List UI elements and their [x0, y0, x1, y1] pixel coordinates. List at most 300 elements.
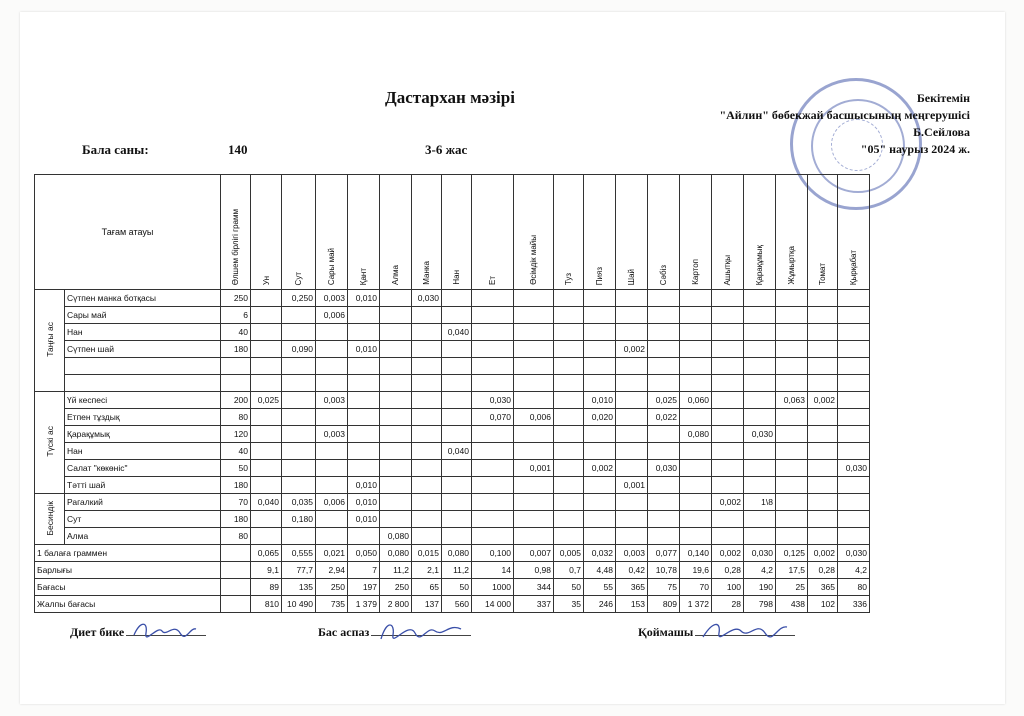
table-cell: 0,065: [251, 545, 282, 562]
table-cell: 102: [808, 596, 838, 613]
table-cell: 2 800: [380, 596, 412, 613]
table-cell: [380, 341, 412, 358]
table-cell: [808, 307, 838, 324]
table-row: [35, 358, 870, 375]
table-cell: 246: [584, 596, 616, 613]
table-cell: [554, 307, 584, 324]
table-cell: [282, 528, 316, 545]
table-cell: 4,2: [838, 562, 870, 579]
table-cell: [584, 494, 616, 511]
table-cell: [744, 375, 776, 392]
page-title: Дастархан мәзірі: [385, 88, 515, 107]
table-cell: [776, 443, 808, 460]
column-header: Алма: [380, 175, 412, 290]
table-cell: [712, 290, 744, 307]
table-cell: 153: [616, 596, 648, 613]
table-cell: [648, 443, 680, 460]
column-header-dish: Тағам атауы: [35, 175, 221, 290]
table-cell: [514, 494, 554, 511]
table-cell: [680, 511, 712, 528]
table-cell: 4,2: [744, 562, 776, 579]
table-cell: [282, 409, 316, 426]
table-cell: 0,040: [442, 324, 472, 341]
table-cell: 0,180: [282, 511, 316, 528]
table-cell: [838, 341, 870, 358]
table-cell: [472, 494, 514, 511]
table-cell: 0,007: [514, 545, 554, 562]
table-cell: [514, 375, 554, 392]
table-cell: [554, 460, 584, 477]
table-cell: 80: [221, 409, 251, 426]
table-cell: [584, 290, 616, 307]
column-header: Қант: [348, 175, 380, 290]
dish-name: Сут: [65, 511, 221, 528]
table-cell: 10,78: [648, 562, 680, 579]
table-cell: 50: [442, 579, 472, 596]
table-cell: [514, 392, 554, 409]
table-cell: 40: [221, 324, 251, 341]
table-cell: [514, 477, 554, 494]
table-cell: 0,030: [472, 392, 514, 409]
table-cell: 0,030: [648, 460, 680, 477]
age-group: 3-6 жас: [425, 142, 468, 157]
table-cell: [348, 358, 380, 375]
meal-section-label: Таңғы ас: [35, 290, 65, 392]
table-cell: [380, 375, 412, 392]
totals-label: Барлығы: [35, 562, 221, 579]
table-cell: [808, 290, 838, 307]
table-cell: 180: [221, 341, 251, 358]
table-cell: [442, 307, 472, 324]
dish-name: Салат "көкөніс": [65, 460, 221, 477]
column-header: Сәбіз: [648, 175, 680, 290]
table-cell: 0,022: [648, 409, 680, 426]
table-row: [35, 443, 870, 460]
table-cell: [251, 528, 282, 545]
table-cell: [554, 375, 584, 392]
table-cell: [554, 528, 584, 545]
table-cell: 1\8: [744, 494, 776, 511]
table-cell: 80: [838, 579, 870, 596]
table-cell: 135: [282, 579, 316, 596]
table-cell: 180: [221, 477, 251, 494]
dish-name: Үй кеспесі: [65, 392, 221, 409]
table-row: [35, 494, 870, 511]
dish-name: Сүтпен шай: [65, 341, 221, 358]
table-cell: 250: [316, 579, 348, 596]
approval-position: "Айлин" бөбекжай басшысының меңгерушісі: [719, 108, 970, 122]
table-cell: [680, 324, 712, 341]
table-cell: [380, 290, 412, 307]
table-cell: 35: [554, 596, 584, 613]
signature-scribble: [375, 619, 465, 645]
table-cell: [282, 443, 316, 460]
dish-name: Нан: [65, 324, 221, 341]
table-cell: [712, 324, 744, 341]
table-cell: [348, 392, 380, 409]
table-cell: [348, 460, 380, 477]
table-cell: [472, 358, 514, 375]
table-cell: [554, 290, 584, 307]
table-cell: [584, 426, 616, 443]
table-cell: [584, 358, 616, 375]
table-cell: 1 379: [348, 596, 380, 613]
table-cell: 0,006: [514, 409, 554, 426]
dish-name: Сары май: [65, 307, 221, 324]
table-cell: [514, 290, 554, 307]
table-cell: 190: [744, 579, 776, 596]
menu-table: [34, 174, 870, 613]
table-cell: [838, 358, 870, 375]
column-header: Сут: [282, 175, 316, 290]
totals-row: [35, 562, 870, 579]
table-cell: [348, 409, 380, 426]
table-cell: [442, 341, 472, 358]
table-cell: 70: [221, 494, 251, 511]
table-cell: 0,060: [680, 392, 712, 409]
table-cell: [514, 443, 554, 460]
table-cell: 14 000: [472, 596, 514, 613]
table-cell: [680, 307, 712, 324]
table-cell: [648, 375, 680, 392]
table-cell: 0,003: [316, 426, 348, 443]
table-cell: [412, 341, 442, 358]
table-cell: [616, 409, 648, 426]
table-cell: [776, 307, 808, 324]
approval-title: Бекітемін: [916, 91, 970, 105]
table-cell: [554, 426, 584, 443]
table-cell: 0,080: [380, 545, 412, 562]
table-cell: 336: [838, 596, 870, 613]
table-cell: [472, 426, 514, 443]
table-cell: [221, 579, 251, 596]
table-cell: [838, 324, 870, 341]
table-cell: 0,002: [616, 341, 648, 358]
table-cell: [838, 443, 870, 460]
table-cell: [808, 375, 838, 392]
table-cell: 0,002: [584, 460, 616, 477]
table-cell: [744, 324, 776, 341]
table-cell: 25: [776, 579, 808, 596]
table-cell: [251, 307, 282, 324]
table-cell: [442, 290, 472, 307]
table-cell: [472, 341, 514, 358]
table-cell: 798: [744, 596, 776, 613]
table-cell: [514, 307, 554, 324]
table-cell: [744, 409, 776, 426]
table-row: [35, 375, 870, 392]
table-cell: 11,2: [442, 562, 472, 579]
table-cell: [838, 494, 870, 511]
table-cell: [712, 511, 744, 528]
table-row: [35, 341, 870, 358]
table-cell: [412, 426, 442, 443]
table-cell: [316, 528, 348, 545]
table-cell: [680, 494, 712, 511]
table-cell: [648, 511, 680, 528]
column-header: Ун: [251, 175, 282, 290]
column-header: Картоп: [680, 175, 712, 290]
table-cell: [680, 477, 712, 494]
table-cell: [380, 443, 412, 460]
table-cell: [776, 477, 808, 494]
table-cell: 0,040: [251, 494, 282, 511]
table-cell: [648, 358, 680, 375]
dish-name: [65, 358, 221, 375]
dish-name: Сүтпен манка ботқасы: [65, 290, 221, 307]
table-cell: [838, 511, 870, 528]
table-cell: 17,5: [776, 562, 808, 579]
table-cell: [744, 460, 776, 477]
column-header: Жұмыртқа: [776, 175, 808, 290]
table-cell: 75: [648, 579, 680, 596]
table-cell: [776, 341, 808, 358]
approval-name: Б.Сейлова: [913, 125, 970, 139]
table-cell: [412, 375, 442, 392]
table-row: [35, 392, 870, 409]
table-cell: [221, 545, 251, 562]
table-cell: 55: [584, 579, 616, 596]
table-cell: 19,6: [680, 562, 712, 579]
table-cell: [442, 409, 472, 426]
table-cell: 50: [554, 579, 584, 596]
table-cell: [251, 443, 282, 460]
table-cell: [648, 290, 680, 307]
table-cell: 80: [221, 528, 251, 545]
table-cell: 120: [221, 426, 251, 443]
table-cell: [838, 290, 870, 307]
table-cell: 809: [648, 596, 680, 613]
table-cell: [316, 341, 348, 358]
table-cell: [584, 443, 616, 460]
table-cell: 810: [251, 596, 282, 613]
table-cell: 0,002: [808, 545, 838, 562]
table-cell: 365: [808, 579, 838, 596]
table-cell: [838, 375, 870, 392]
table-cell: 0,080: [442, 545, 472, 562]
table-cell: [348, 443, 380, 460]
table-cell: [808, 324, 838, 341]
table-cell: [808, 477, 838, 494]
table-cell: [514, 341, 554, 358]
table-cell: [251, 375, 282, 392]
table-cell: [680, 290, 712, 307]
table-cell: [251, 511, 282, 528]
column-header: Нан: [442, 175, 472, 290]
table-row: [35, 511, 870, 528]
table-row: [35, 409, 870, 426]
table-cell: 0,555: [282, 545, 316, 562]
totals-row: [35, 579, 870, 596]
table-cell: 0,025: [648, 392, 680, 409]
table-cell: [514, 324, 554, 341]
table-cell: 6: [221, 307, 251, 324]
table-cell: [776, 426, 808, 443]
table-cell: 337: [514, 596, 554, 613]
table-cell: [616, 290, 648, 307]
approval-date: "05" наурыз 2024 ж.: [860, 142, 970, 156]
table-cell: [514, 511, 554, 528]
table-cell: [554, 324, 584, 341]
table-row: [35, 290, 870, 307]
table-cell: [616, 511, 648, 528]
table-cell: [221, 596, 251, 613]
table-cell: 0,021: [316, 545, 348, 562]
table-cell: [744, 341, 776, 358]
table-row: [35, 426, 870, 443]
table-row: [35, 324, 870, 341]
table-cell: [221, 562, 251, 579]
signature-scribble: [699, 619, 789, 643]
table-cell: 0,7: [554, 562, 584, 579]
table-cell: [282, 460, 316, 477]
table-cell: 0,010: [348, 341, 380, 358]
table-cell: [412, 358, 442, 375]
table-cell: [412, 324, 442, 341]
table-cell: [680, 375, 712, 392]
table-cell: [776, 494, 808, 511]
table-cell: [282, 392, 316, 409]
table-cell: 28: [712, 596, 744, 613]
table-cell: [348, 375, 380, 392]
table-cell: [442, 494, 472, 511]
table-cell: [316, 443, 348, 460]
table-cell: 0,030: [838, 460, 870, 477]
table-cell: 0,125: [776, 545, 808, 562]
table-cell: [838, 528, 870, 545]
table-cell: [472, 324, 514, 341]
table-cell: [442, 511, 472, 528]
table-cell: [808, 528, 838, 545]
table-cell: 0,030: [744, 545, 776, 562]
column-header: Шай: [616, 175, 648, 290]
table-cell: [380, 460, 412, 477]
table-cell: [712, 307, 744, 324]
table-cell: [776, 460, 808, 477]
table-cell: [316, 324, 348, 341]
table-cell: 0,98: [514, 562, 554, 579]
meal-section-label: Түскі ас: [35, 392, 65, 494]
dish-name: [65, 375, 221, 392]
table-cell: [776, 409, 808, 426]
cook-label: Бас аспаз: [318, 625, 370, 639]
table-cell: [584, 375, 616, 392]
table-cell: 65: [412, 579, 442, 596]
table-cell: [282, 375, 316, 392]
table-cell: [616, 392, 648, 409]
table-cell: [744, 443, 776, 460]
table-cell: [616, 307, 648, 324]
table-cell: [348, 528, 380, 545]
table-cell: [251, 477, 282, 494]
table-cell: [472, 443, 514, 460]
table-cell: [712, 460, 744, 477]
table-cell: 0,001: [514, 460, 554, 477]
table-cell: 2,1: [412, 562, 442, 579]
table-cell: 0,077: [648, 545, 680, 562]
table-cell: [712, 443, 744, 460]
table-cell: 11,2: [380, 562, 412, 579]
table-cell: [616, 494, 648, 511]
table-cell: [514, 358, 554, 375]
table-cell: 0,070: [472, 409, 514, 426]
table-cell: [648, 307, 680, 324]
table-cell: [554, 494, 584, 511]
table-cell: 40: [221, 443, 251, 460]
table-cell: [808, 460, 838, 477]
table-cell: 0,020: [584, 409, 616, 426]
table-cell: [514, 426, 554, 443]
table-cell: [554, 477, 584, 494]
table-cell: [584, 324, 616, 341]
totals-label: Бағасы: [35, 579, 221, 596]
table-row: [35, 528, 870, 545]
table-cell: 0,006: [316, 494, 348, 511]
table-cell: [838, 392, 870, 409]
table-cell: [712, 409, 744, 426]
table-cell: 0,035: [282, 494, 316, 511]
table-cell: [680, 409, 712, 426]
table-cell: [680, 443, 712, 460]
dish-name: Нан: [65, 443, 221, 460]
table-cell: [282, 358, 316, 375]
table-cell: [808, 494, 838, 511]
table-cell: 4,48: [584, 562, 616, 579]
table-cell: 0,010: [348, 511, 380, 528]
table-cell: [744, 528, 776, 545]
table-cell: [442, 392, 472, 409]
table-cell: [616, 375, 648, 392]
table-cell: [712, 392, 744, 409]
table-cell: [316, 511, 348, 528]
column-header: Томат: [808, 175, 838, 290]
table-cell: [442, 375, 472, 392]
table-cell: [648, 477, 680, 494]
table-cell: [584, 341, 616, 358]
table-cell: [808, 443, 838, 460]
table-cell: 0,010: [348, 290, 380, 307]
table-cell: [412, 511, 442, 528]
table-cell: 197: [348, 579, 380, 596]
table-cell: [712, 341, 744, 358]
table-cell: [808, 511, 838, 528]
table-cell: [648, 528, 680, 545]
totals-row: [35, 596, 870, 613]
table-cell: [838, 409, 870, 426]
table-cell: [316, 358, 348, 375]
table-cell: [584, 511, 616, 528]
children-count: 140: [228, 142, 248, 157]
totals-label: 1 балаға граммен: [35, 545, 221, 562]
table-cell: 0,003: [316, 290, 348, 307]
table-cell: [584, 307, 616, 324]
table-cell: [648, 494, 680, 511]
table-cell: [838, 426, 870, 443]
table-cell: 0,040: [442, 443, 472, 460]
table-cell: [412, 307, 442, 324]
table-cell: [680, 528, 712, 545]
dish-name: Тәтті шай: [65, 477, 221, 494]
table-row: [35, 460, 870, 477]
table-cell: 344: [514, 579, 554, 596]
table-cell: 0,002: [712, 545, 744, 562]
table-cell: [712, 358, 744, 375]
table-cell: [776, 290, 808, 307]
dish-name: Рагалкий: [65, 494, 221, 511]
column-header: Қарақұмық: [744, 175, 776, 290]
table-cell: 89: [251, 579, 282, 596]
table-cell: [554, 409, 584, 426]
